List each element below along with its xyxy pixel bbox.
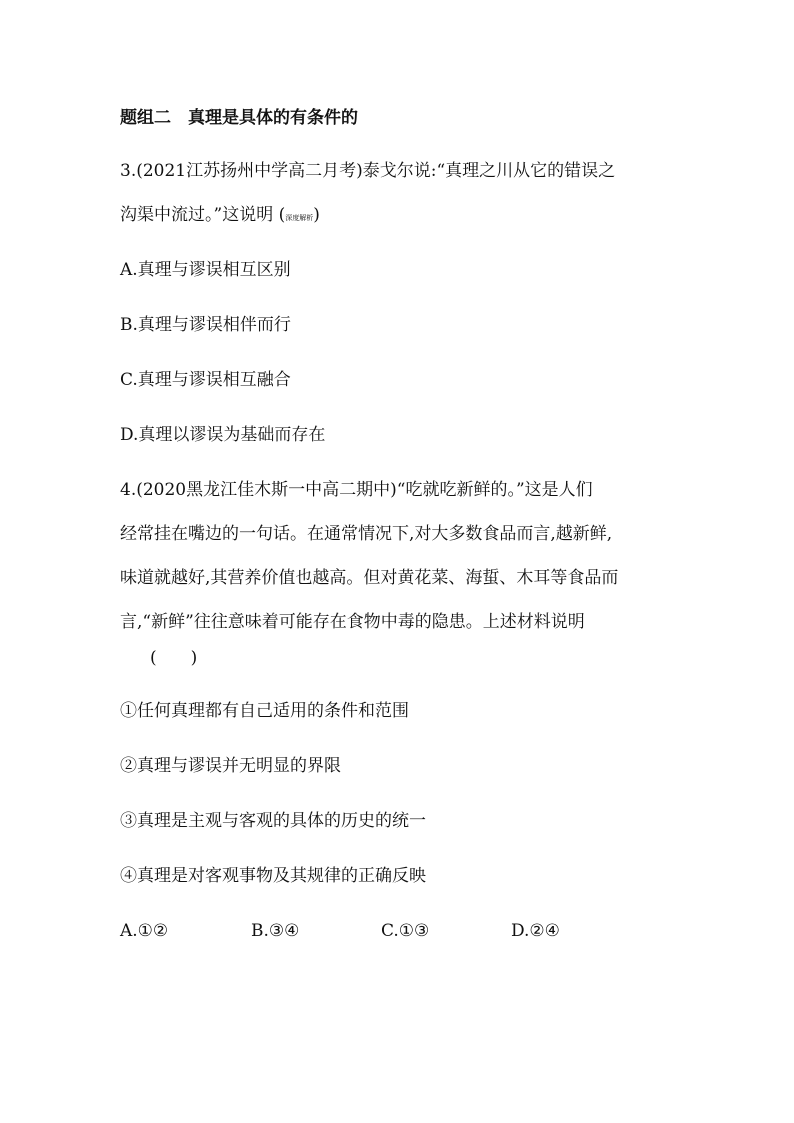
question-4-choice-d: D.②④ — [511, 921, 560, 941]
question-4-statement-1: ①任何真理都有自己适用的条件和范围 — [120, 701, 409, 721]
deep-analysis-tag: 深度解析 — [285, 214, 314, 222]
question-3-option-b: B.真理与谬误相伴而行 — [120, 315, 291, 335]
question-4-line-4: 言,“新鲜”往往意味着可能存在食物中毒的隐患。上述材料说明 — [120, 612, 585, 632]
section-heading: 题组二 真理是具体的有条件的 — [120, 108, 358, 128]
question-3-option-c: C.真理与谬误相互融合 — [120, 370, 291, 390]
question-4-line-1: 4.(2020黑龙江佳木斯一中高二期中)“吃就吃新鲜的。”这是人们 — [120, 480, 593, 500]
question-4-choice-a: A.①② — [120, 921, 169, 941]
question-3-stem-end: 沟渠中流过。”这说明 — [120, 205, 274, 225]
question-4-line-3: 味道就越好,其营养价值也越高。但对黄花菜、海蜇、木耳等食品而 — [120, 568, 619, 588]
question-3-option-d: D.真理以谬误为基础而存在 — [120, 425, 326, 445]
question-4-line-2: 经常挂在嘴边的一句话。在通常情况下,对大多数食品而言,越新鲜, — [120, 524, 613, 544]
question-4-answer-blank: ( ) — [150, 648, 198, 668]
question-4-choice-c: C.①③ — [381, 921, 430, 941]
question-4-statement-3: ③真理是主观与客观的具体的历史的统一 — [120, 811, 426, 831]
question-4-statement-2: ②真理与谬误并无明显的界限 — [120, 756, 341, 776]
question-3-line-1: 3.(2021江苏扬州中学高二月考)泰戈尔说:“真理之川从它的错误之 — [120, 161, 616, 181]
question-3-option-a: A.真理与谬误相互区别 — [120, 260, 291, 280]
question-3-line-2 — [120, 204, 320, 229]
question-3-tag-bracket: (深度解析) — [278, 205, 320, 225]
question-4-choice-b: B.③④ — [251, 921, 300, 941]
question-4-statement-4: ④真理是对客观事物及其规律的正确反映 — [120, 866, 426, 886]
